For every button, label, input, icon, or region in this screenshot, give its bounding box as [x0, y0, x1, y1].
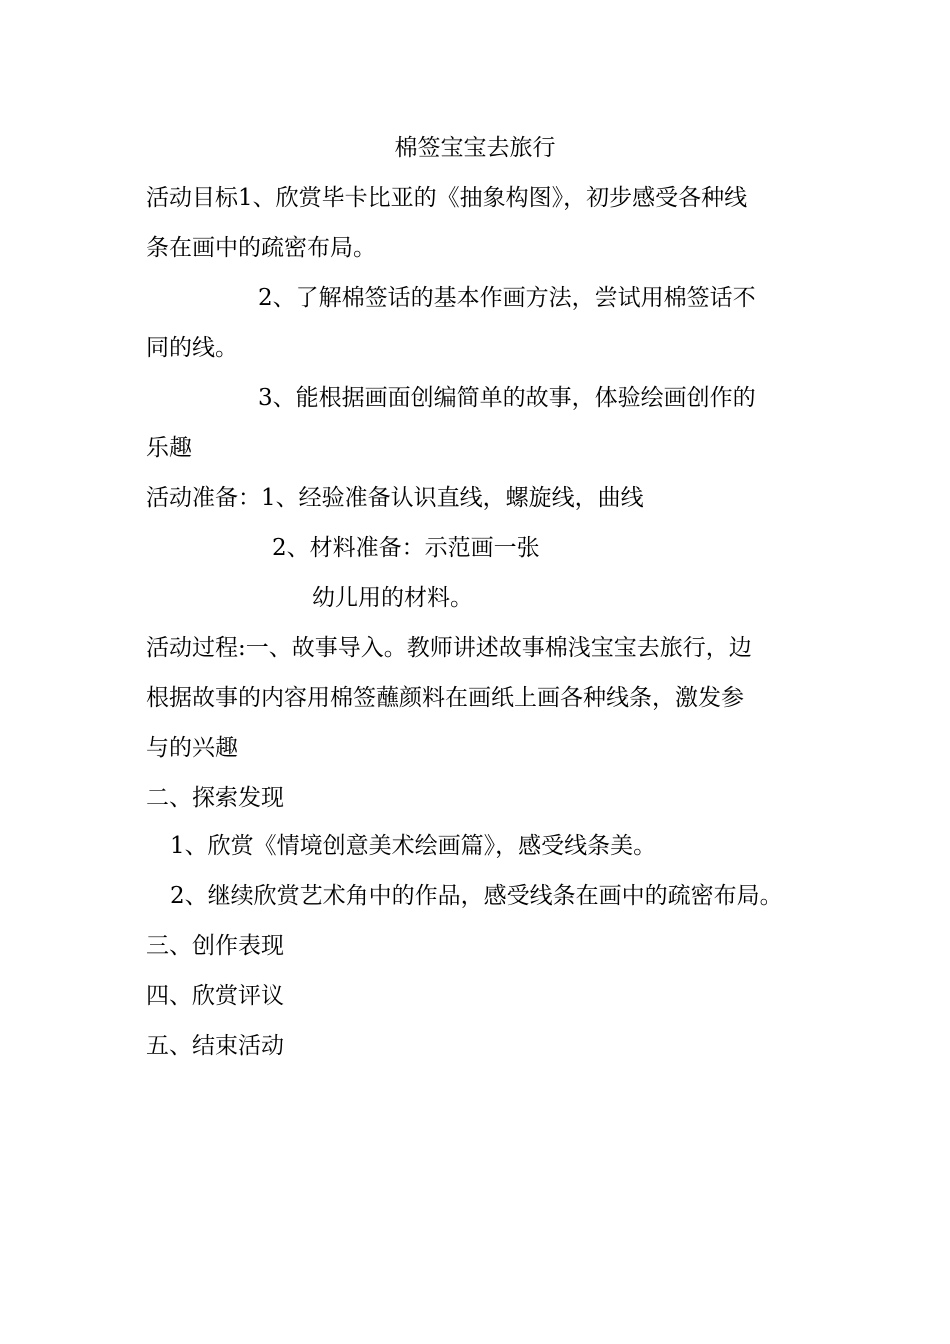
- preparation-line-1: 活动准备：1、经验准备认识直线，螺旋线，曲线: [146, 485, 644, 511]
- goals-line-4: 同的线。: [146, 335, 238, 361]
- explore-item-2: 2、继续欣赏艺术角中的作品，感受线条在画中的疏密布局。: [170, 883, 783, 909]
- section-end: 五、结束活动: [146, 1033, 284, 1059]
- goals-line-2: 条在画中的疏密布局。: [146, 235, 376, 261]
- process-line-2: 根据故事的内容用棉签蘸颜料在画纸上画各种线条，激发参: [146, 685, 744, 711]
- process-line-3: 与的兴趣: [146, 735, 238, 761]
- goals-line-5: 3、能根据画面创编简单的故事，体验绘画创作的: [258, 385, 756, 411]
- preparation-line-3: 幼儿用的材料。: [312, 585, 473, 611]
- section-create: 三、创作表现: [146, 933, 284, 959]
- section-explore: 二、探索发现: [146, 785, 284, 811]
- section-review: 四、欣赏评议: [146, 983, 284, 1009]
- preparation-line-2: 2、材料准备：示范画一张: [272, 535, 540, 561]
- explore-item-1: 1、欣赏《情境创意美术绘画篇》，感受线条美。: [170, 833, 657, 859]
- goals-line-3: 2、了解棉签话的基本作画方法，尝试用棉签话不: [258, 285, 756, 311]
- document-title: 棉签宝宝去旅行: [394, 135, 556, 161]
- process-line-1: 活动过程:一、故事导入。教师讲述故事棉浅宝宝去旅行，边: [146, 635, 752, 661]
- goals-line-6: 乐趣: [146, 435, 192, 461]
- goals-line-1: 活动目标1、欣赏毕卡比亚的《抽象构图》，初步感受各种线: [146, 185, 748, 211]
